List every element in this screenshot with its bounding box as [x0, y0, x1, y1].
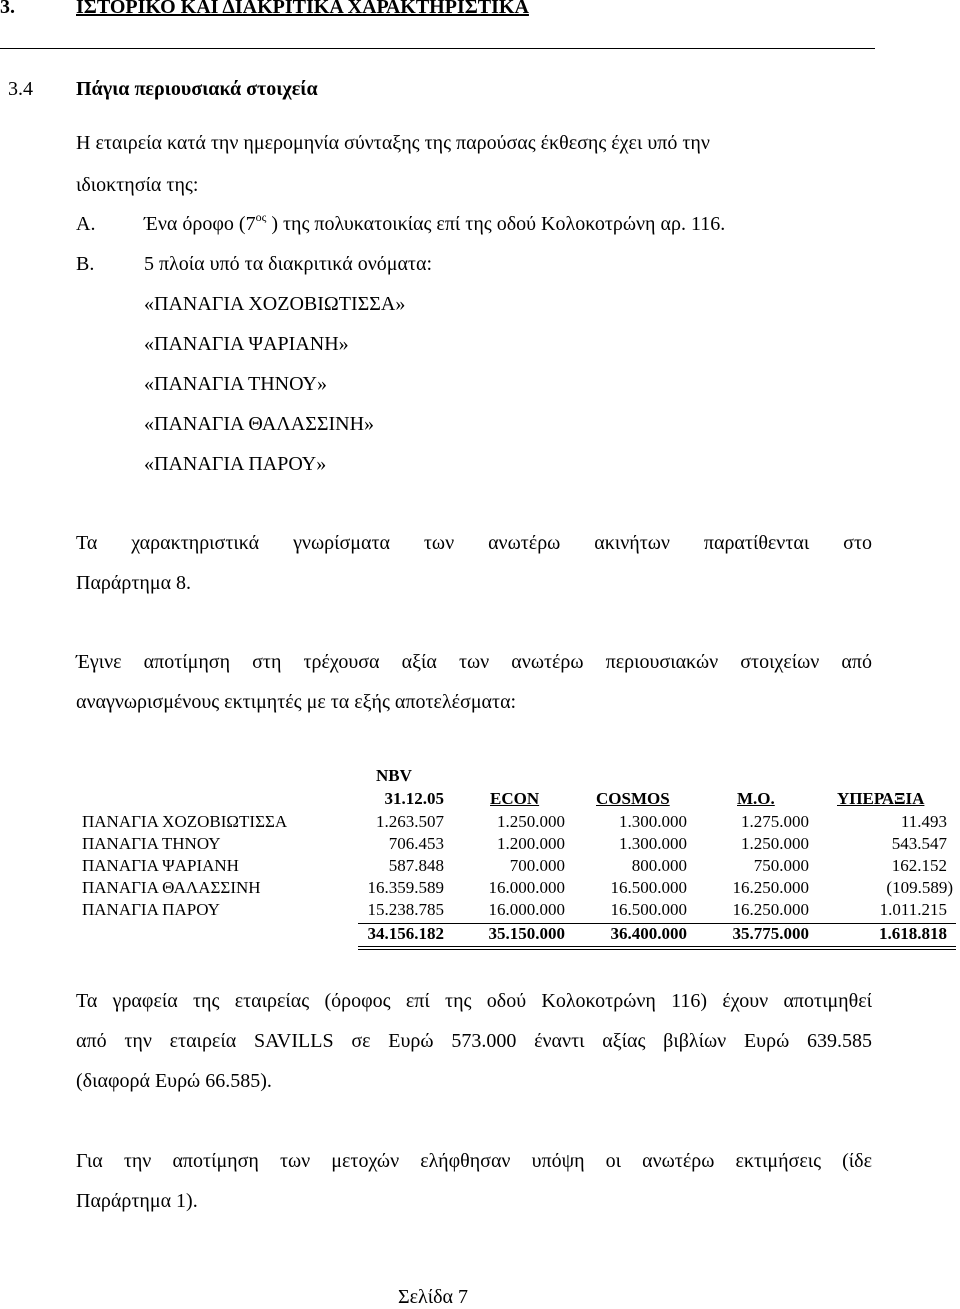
total-value: 35.775.000	[732, 924, 809, 943]
cell-value: 1.011.215	[879, 900, 947, 919]
cell-value: (109.589)	[886, 878, 953, 897]
table-header-row	[82, 789, 956, 811]
table-total-row	[82, 924, 956, 946]
nbv-header: NBV	[376, 766, 412, 785]
header-rule	[0, 48, 875, 49]
item-b-marker: Β.	[76, 253, 95, 275]
offices-line-1: Τα γραφεία της εταιρείας (όροφος επί της οδού Κολοκοτρώνη 116) έχουν αποτιμηθεί	[76, 990, 872, 1012]
cell-value: 1.263.507	[376, 812, 444, 831]
features-line-2: Παράρτημα 8.	[76, 572, 192, 594]
header-number: 3.	[0, 0, 15, 18]
cell-value: 11.493	[900, 812, 947, 831]
column-header: ECON	[490, 789, 540, 808]
cell-value: 16.359.589	[367, 878, 444, 897]
total-value: 1.618.818	[879, 924, 947, 943]
cell-value: 16.500.000	[610, 878, 687, 897]
section-number: 3.4	[8, 78, 33, 100]
cell-value: 1.200.000	[497, 834, 565, 853]
cell-value: 16.500.000	[610, 900, 687, 919]
page-number: Σελίδα 7	[398, 1286, 469, 1308]
total-value: 34.156.182	[367, 924, 444, 943]
item-a-superscript: ος	[255, 210, 267, 224]
total-rule-bottom-2	[358, 949, 956, 950]
total-value: 35.150.000	[488, 924, 565, 943]
cell-value: 15.238.785	[367, 900, 444, 919]
total-value: 36.400.000	[610, 924, 687, 943]
cell-value: 1.250.000	[741, 834, 809, 853]
cell-value: 587.848	[388, 856, 444, 875]
cell-value: 1.275.000	[741, 812, 809, 831]
ship-name: «ΠΑΝΑΓΙΑ ΨΑΡΙΑΝΗ»	[144, 333, 349, 355]
cell-value: 16.000.000	[488, 900, 565, 919]
table-row	[82, 812, 956, 834]
cell-value: 750.000	[753, 856, 809, 875]
table-row	[82, 834, 956, 856]
cell-value: 800.000	[631, 856, 687, 875]
table-header-row-top	[82, 766, 956, 788]
item-b-text: 5 πλοία υπό τα διακριτικά ονόματα:	[144, 253, 433, 275]
item-a-marker: Α.	[76, 213, 96, 235]
offices-line-2: από την εταιρεία SAVILLS σε Ευρώ 573.000 έναντι αξίας βιβλίων Ευρώ 639.585	[76, 1030, 872, 1052]
table-row	[82, 900, 956, 922]
intro-line-1: Η εταιρεία κατά την ημερομηνία σύνταξης της παρούσας έκθεσης έχει υπό την	[76, 132, 710, 154]
table-row	[82, 878, 956, 900]
total-rule-bottom-1	[358, 946, 956, 947]
item-a-text	[144, 210, 726, 236]
row-name: ΠΑΝΑΓΙΑ ΠΑΡΟΥ	[82, 900, 220, 919]
shares-line-1: Για την αποτίμηση των μετοχών ελήφθησαν υπόψη οι ανωτέρω εκτιμήσεις (ίδε	[76, 1150, 872, 1172]
ship-name: «ΠΑΝΑΓΙΑ ΠΑΡΟΥ»	[144, 453, 327, 475]
cell-value: 162.152	[891, 856, 947, 875]
row-name: ΠΑΝΑΓΙΑ ΨΑΡΙΑΝΗ	[82, 856, 239, 875]
row-name: ΠΑΝΑΓΙΑ ΤΗΝΟΥ	[82, 834, 221, 853]
cell-value: 16.250.000	[732, 900, 809, 919]
cell-value: 700.000	[509, 856, 565, 875]
item-a-text-before: Ένα όροφο (7	[144, 213, 256, 235]
item-a-text-after: ) της πολυκατοικίας επί της οδού Κολοκοτρώνη αρ. 116.	[266, 213, 726, 235]
cell-value: 1.300.000	[619, 834, 687, 853]
intro-line-2: ιδιοκτησία της:	[76, 174, 199, 196]
section-title: Πάγια περιουσιακά στοιχεία	[76, 78, 318, 100]
row-name: ΠΑΝΑΓΙΑ ΘΑΛΑΣΣΙΝΗ	[82, 878, 261, 897]
features-line-1: Τα χαρακτηριστικά γνωρίσματα των ανωτέρω ακινήτων παρατίθενται στο	[76, 532, 872, 554]
column-header: ΥΠΕΡΑΞΙΑ	[837, 789, 925, 808]
ship-name: «ΠΑΝΑΓΙΑ ΤΗΝΟΥ»	[144, 373, 327, 395]
offices-line-3: (διαφορά Ευρώ 66.585).	[76, 1070, 272, 1092]
valuation-line-2: αναγνωρισμένους εκτιμητές με τα εξής αποτελέσματα:	[76, 691, 517, 713]
cell-value: 16.250.000	[732, 878, 809, 897]
table-row	[82, 856, 956, 878]
column-header: 31.12.05	[384, 789, 444, 808]
cell-value: 16.000.000	[488, 878, 565, 897]
cell-value: 706.453	[388, 834, 444, 853]
cell-value: 1.300.000	[619, 812, 687, 831]
ship-name: «ΠΑΝΑΓΙΑ ΘΑΛΑΣΣΙΝΗ»	[144, 413, 375, 435]
row-name: ΠΑΝΑΓΙΑ ΧΟΖΟΒΙΩΤΙΣΣΑ	[82, 812, 288, 831]
shares-line-2: Παράρτημα 1).	[76, 1190, 198, 1212]
valuation-line-1: Έγινε αποτίμηση στη τρέχουσα αξία των ανωτέρω περιουσιακών στοιχείων από	[76, 651, 872, 673]
column-header: M.O.	[737, 789, 775, 808]
cell-value: 543.547	[891, 834, 947, 853]
ship-name: «ΠΑΝΑΓΙΑ ΧΟΖΟΒΙΩΤΙΣΣΑ»	[144, 293, 406, 315]
column-header: COSMOS	[596, 789, 670, 808]
header-title: ΙΣΤΟΡΙΚΟ ΚΑΙ ΔΙΑΚΡΙΤΙΚΑ ΧΑΡΑΚΤΗΡΙΣΤΙΚΑ	[76, 0, 529, 18]
cell-value: 1.250.000	[497, 812, 565, 831]
